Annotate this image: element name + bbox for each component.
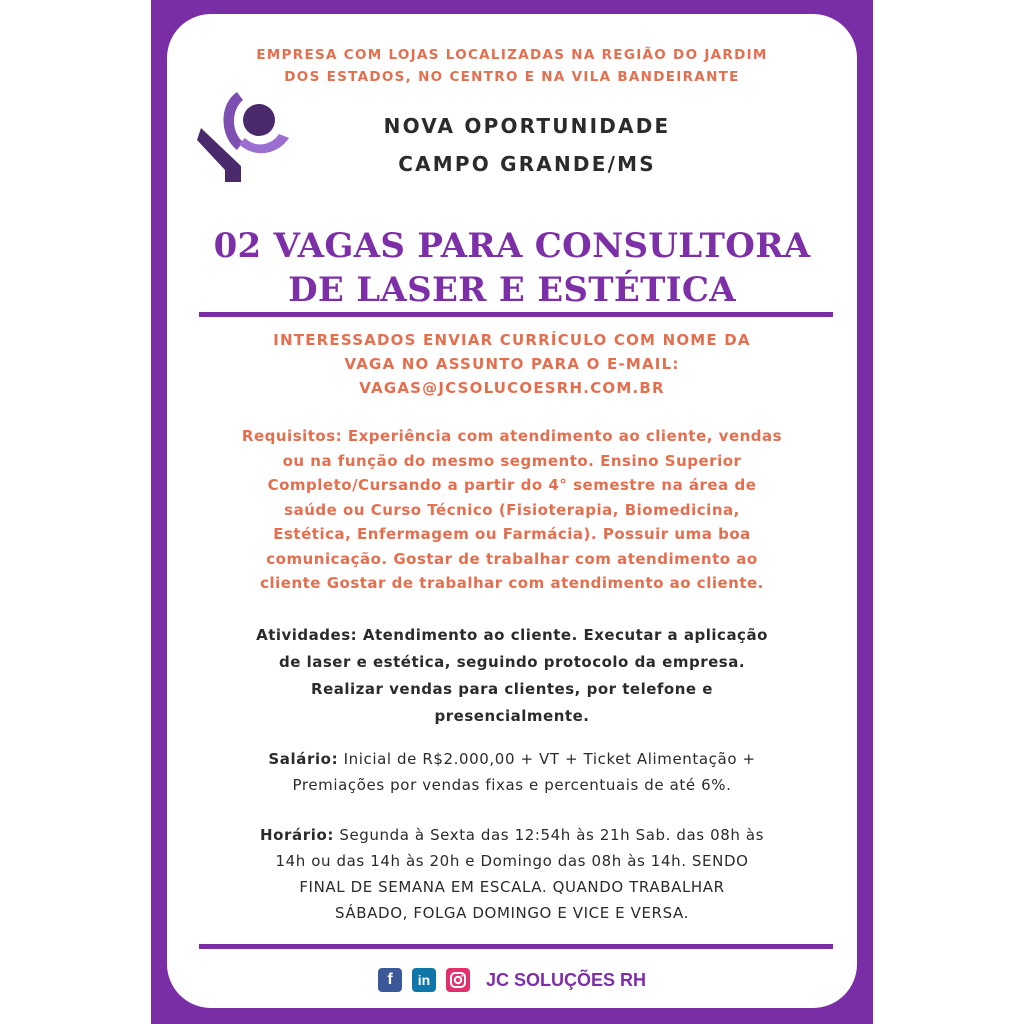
divider-bottom xyxy=(199,944,833,949)
job-posting-card xyxy=(167,14,857,1008)
contact-instructions: INTERESSADOS ENVIAR CURRÍCULO COM NOME DA VAGA NO ASSUNTO PARA O E-MAIL: VAGAS@JCSOLUCOESRH.COM.BR xyxy=(167,328,857,400)
social-footer xyxy=(167,966,857,994)
linkedin-icon[interactable]: in xyxy=(412,968,436,992)
divider-top xyxy=(199,312,833,317)
contact-email[interactable]: VAGAS@JCSOLUCOESRH.COM.BR xyxy=(359,379,665,397)
facebook-icon[interactable]: f xyxy=(378,968,402,992)
instagram-icon[interactable] xyxy=(446,968,470,992)
header-title: NOVA OPORTUNIDADE CAMPO GRANDE/MS xyxy=(383,114,671,176)
schedule-section: Horário: Segunda à Sexta das 12:54h às 21h Sab. das 08h às 14h ou das 14h às 20h e Domingo das 08h às 14h. SENDO FINAL DE SEMANA EM ESCALA. QUANDO TRABALHAR SÁBADO, FOLGA DOMINGO E VICE E VERSA. xyxy=(259,826,765,922)
activities-section: Atividades: Atendimento ao cliente. Executar a aplicação de laser e estética, seguindo protocolo da empresa. Realizar vendas para clientes, por telefone e presencialmente. xyxy=(256,626,768,725)
job-title: 02 VAGAS PARA CONSULTORA DE LASER E ESTÉTICA xyxy=(213,226,811,310)
requirements-section: Requisitos: Experiência com atendimento ao cliente, vendas ou na função do mesmo segmento. Ensino Superior Completo/Cursando a partir do 4° semestre na área de saúde ou Curso Técnico (Fisioterapia, Biomedicina, Estética, Enfermagem ou Farmácia). Possuir uma boa comunicação. Gostar de trabalhar com atendimento ao cliente Gostar de trabalhar com atendimento ao cliente. xyxy=(241,427,783,592)
store-locations-note: EMPRESA COM LOJAS LOCALIZADAS NA REGIÃO DO JARDIM DOS ESTADOS, NO CENTRO E NA VILA BANDEIRANTE xyxy=(256,47,768,85)
company-logo-icon xyxy=(197,86,293,184)
brand-name: JC SOLUÇÕES RH xyxy=(485,969,647,990)
salary-section: Salário: Inicial de R$2.000,00 + VT + Ticket Alimentação + Premiações por vendas fixas e percentuais de até 6%. xyxy=(268,750,756,794)
schedule-label: Horário: xyxy=(259,826,334,844)
salary-label: Salário: xyxy=(268,750,339,768)
